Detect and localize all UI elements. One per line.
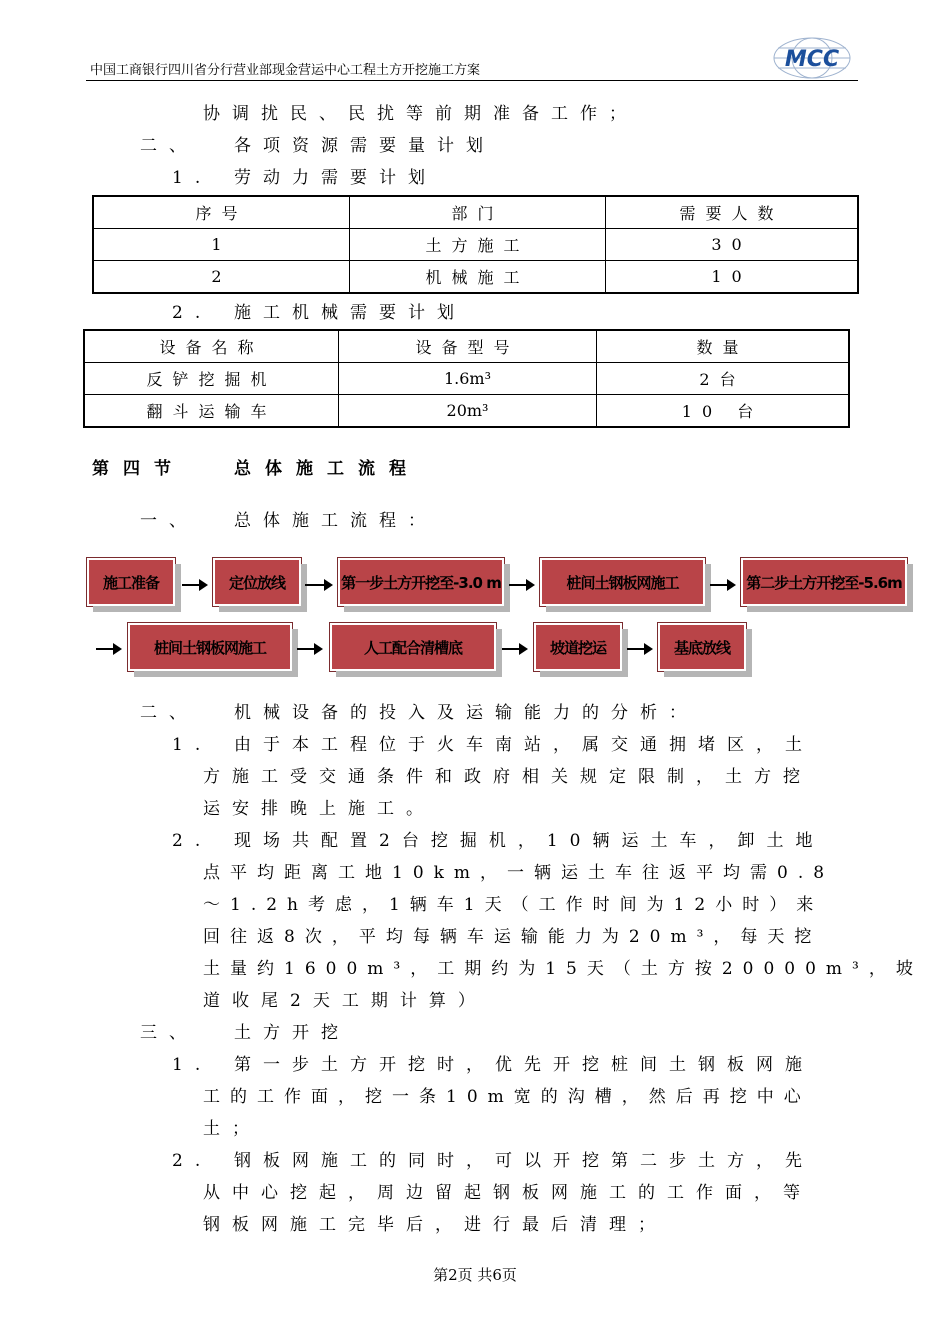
table-cell: 2 — [93, 261, 350, 294]
flow-arrow — [509, 584, 533, 586]
paragraph-line: 方施工受交通条件和政府相关规定限制，土方挖 — [203, 767, 812, 787]
paragraph-line: 由于本工程位于火车南站，属交通拥堵区，土 — [234, 735, 814, 755]
labor-table — [92, 195, 859, 294]
header-cell: 设备名称 — [84, 330, 339, 363]
analysis-num: 二、 — [140, 703, 198, 723]
flow-step-trench-clean: 人工配合清槽底 — [330, 623, 496, 671]
table-cell: 1.6m³ — [339, 363, 597, 395]
table-cell: 反铲挖掘机 — [84, 363, 339, 395]
paragraph-line: 钢板网施工完毕后，进行最后清理； — [203, 1215, 667, 1235]
excavation-p2-num: 2. — [172, 1151, 213, 1171]
section-two-title: 各项资源需要量计划 — [234, 136, 495, 156]
section-four-title: 第四节 — [92, 459, 185, 479]
header-cell: 需要人数 — [606, 196, 859, 229]
header-divider — [86, 80, 858, 81]
table-cell: 机械施工 — [350, 261, 606, 294]
paragraph-line: 点平均距离工地10km，一辆运土车往返平均需0.8 — [203, 863, 835, 883]
section-two-num: 二、 — [140, 136, 198, 156]
table-cell: 30 — [606, 229, 859, 261]
item-two-num: 2. — [172, 303, 213, 323]
analysis-p1-num: 1. — [172, 735, 213, 755]
table-row — [84, 363, 849, 395]
table-header-row — [84, 330, 849, 363]
analysis-title: 机械设备的投入及运输能力的分析： — [234, 703, 698, 723]
header-cell: 数量 — [597, 330, 850, 363]
excavation-num: 三、 — [140, 1023, 198, 1043]
flow-step-prep: 施工准备 — [87, 558, 175, 606]
flow-arrow — [305, 584, 331, 586]
flow-step-excavate-2: 第二步土方开挖至-5.6m — [741, 558, 907, 606]
logo-text: MCC — [784, 47, 840, 72]
flow-step-layout: 定位放线 — [213, 558, 301, 606]
document-header-title: 中国工商银行四川省分行营业部现金营运中心工程土方开挖施工方案 — [90, 63, 481, 78]
flow-arrow — [502, 648, 526, 650]
table-cell: 1 — [93, 229, 350, 261]
paragraph-line: 钢板网施工的同时，可以开挖第二步土方，先 — [234, 1151, 814, 1171]
table-row — [93, 261, 858, 294]
flow-arrow — [182, 584, 206, 586]
table-header-row — [93, 196, 858, 229]
machine-plan-title: 施工机械需要计划 — [234, 303, 466, 323]
paragraph-line: 工的工作面，挖一条10m宽的沟槽，然后再挖中心 — [203, 1087, 811, 1107]
prep-line: 协调扰民、民扰等前期准备工作； — [203, 104, 638, 124]
header-cell: 序号 — [93, 196, 350, 229]
page-number: 第2页 共6页 — [433, 1266, 517, 1284]
paragraph-line: 从中心挖起，周边留起钢板网施工的工作面，等 — [203, 1183, 812, 1203]
paragraph-line: 道收尾2天工期计算） — [203, 991, 487, 1011]
paragraph-line: 土量约1600m³，工期约为15天（土方按20000m³，坡 — [203, 959, 923, 979]
table-cell: 土方施工 — [350, 229, 606, 261]
flow-arrow — [710, 584, 734, 586]
flow-intro-text: 总体施工流程： — [234, 511, 437, 531]
flow-step-ramp: 坡道挖运 — [534, 623, 622, 671]
flow-arrow — [96, 648, 120, 650]
flow-arrow — [297, 648, 321, 650]
table-cell: 20m³ — [339, 395, 597, 428]
flow-step-mesh-1: 桩间土钢板网施工 — [540, 558, 705, 606]
item-one-num: 1. — [172, 168, 213, 188]
paragraph-line: 第一步土方开挖时，优先开挖桩间土钢板网施 — [234, 1055, 814, 1075]
flow-intro-num: 一、 — [140, 511, 198, 531]
analysis-p2-num: 2. — [172, 831, 213, 851]
section-four-subtitle: 总体施工流程 — [234, 459, 420, 479]
paragraph-line: 现场共配置2台挖掘机，10辆运土车，卸土地 — [234, 831, 825, 851]
header-cell: 部门 — [350, 196, 606, 229]
paragraph-line: 运安排晚上施工。 — [203, 799, 435, 819]
mcc-logo — [766, 36, 858, 80]
flow-arrow — [627, 648, 651, 650]
table-cell: 10 台 — [597, 395, 850, 428]
flow-step-excavate-1: 第一步土方开挖至-3.0 m — [338, 558, 504, 606]
paragraph-line: 土； — [203, 1119, 261, 1139]
flow-step-mesh-2: 桩间土钢板网施工 — [128, 623, 292, 671]
header-cell: 设备型号 — [339, 330, 597, 363]
table-row — [93, 229, 858, 261]
table-cell: 翻斗运输车 — [84, 395, 339, 428]
paragraph-line: ～1.2h考虑，1辆车1天（工作时间为12小时）来 — [203, 895, 824, 915]
labor-plan-title: 劳动力需要计划 — [234, 168, 437, 188]
excavation-title: 土方开挖 — [234, 1023, 350, 1043]
paragraph-line: 回往返8次，平均每辆车运输能力为20m³，每天挖 — [203, 927, 822, 947]
machine-table — [83, 329, 850, 428]
table-row — [84, 395, 849, 428]
table-cell: 10 — [606, 261, 859, 294]
flow-step-base-layout: 基底放线 — [658, 623, 746, 671]
table-cell: 2台 — [597, 363, 850, 395]
excavation-p1-num: 1. — [172, 1055, 213, 1075]
